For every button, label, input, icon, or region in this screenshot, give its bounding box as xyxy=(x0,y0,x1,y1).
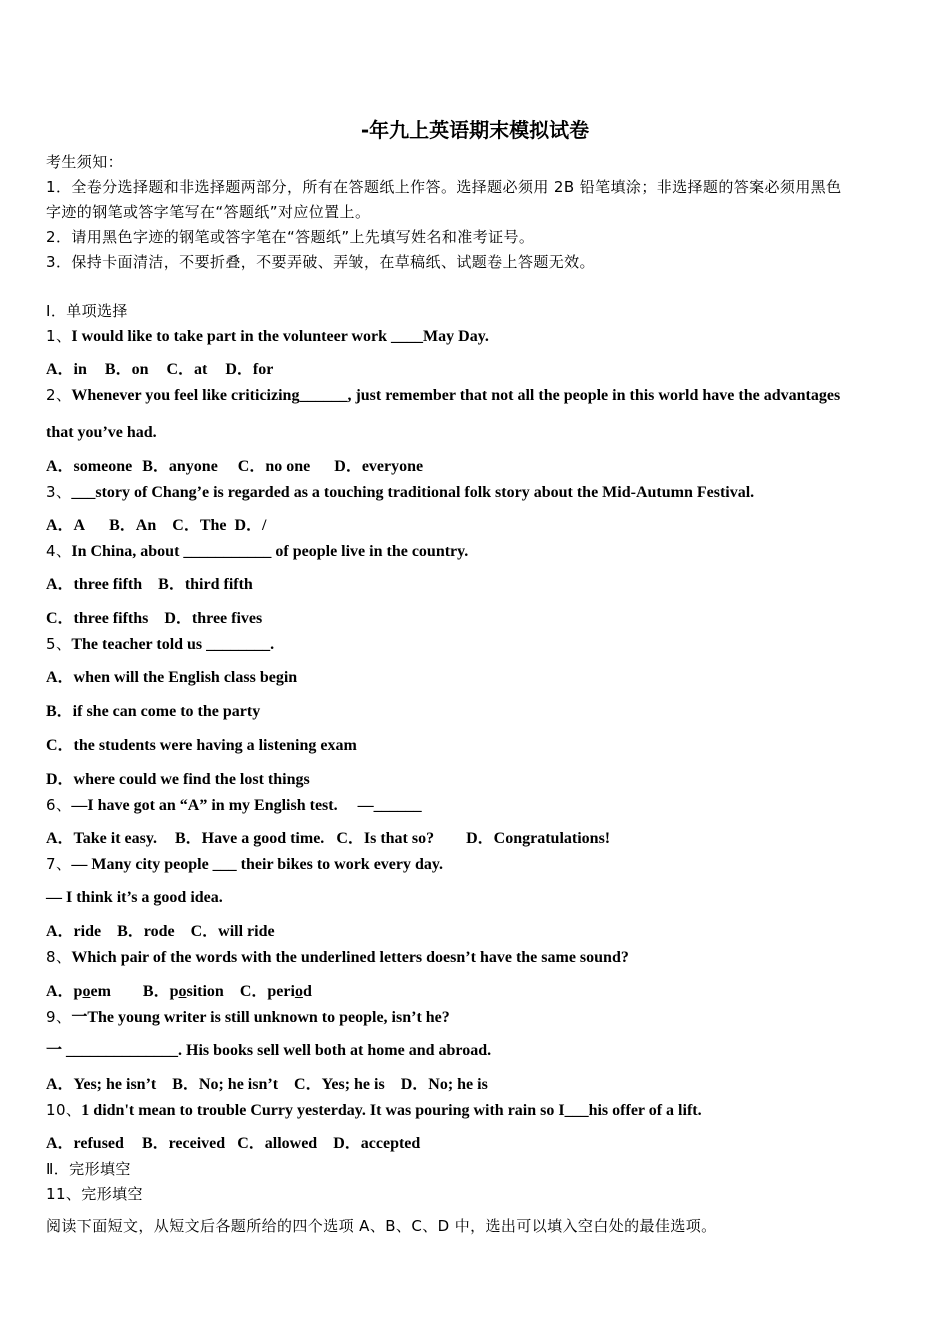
option-a: A．someone xyxy=(46,458,133,475)
question-text: Which pair of the words with the underlined letters doesn’t have the same sound? xyxy=(71,949,629,966)
question-6-stem xyxy=(46,795,422,816)
question-11-heading xyxy=(46,1184,143,1204)
option-d: D．everyone xyxy=(334,458,424,475)
option-a: A．Yes; he isn’t xyxy=(46,1076,157,1093)
option-c: C．The xyxy=(172,517,227,534)
section-heading-1: Ⅰ．单项选择 xyxy=(46,302,128,320)
option-a: A．A xyxy=(46,517,86,534)
question-4-stem xyxy=(46,541,468,562)
option-d: D．accepted xyxy=(333,1135,421,1152)
option-b: B．rode xyxy=(117,923,175,940)
notice-item-1a: 1．全卷分选择题和非选择题两部分，所有在答题纸上作答。选择题必须用 2B 铅笔填涂；非选择题的答案必须用黑色 xyxy=(46,178,842,196)
question-5-option-c: C．the students were having a listening exam xyxy=(46,737,357,754)
question-number: 2、 xyxy=(46,386,72,404)
question-text: — Many city people ___ their bikes to work every day. xyxy=(71,856,444,873)
option-b: B．on xyxy=(104,361,149,378)
question-4-options-row2 xyxy=(46,609,262,629)
question-number: 5、 xyxy=(46,635,72,653)
question-number: 7、 xyxy=(46,855,72,873)
question-6-options xyxy=(46,829,610,849)
reading-instruction: 阅读下面短文，从短文后各题所给的四个选项 A、B、C、D 中，选出可以填入空白处的最佳选项。 xyxy=(46,1217,717,1235)
option-a: A．poem xyxy=(46,983,111,1000)
question-5-option-d: D．where could we find the lost things xyxy=(46,771,310,788)
question-number: 11、 xyxy=(46,1185,82,1203)
option-a: A．ride xyxy=(46,923,102,940)
question-label: 完形填空 xyxy=(81,1185,143,1203)
option-b: B．anyone xyxy=(142,458,218,475)
question-9-stem xyxy=(46,1007,450,1028)
notice-item-1b: 字迹的钢笔或答字笔写在“答题纸”对应位置上。 xyxy=(46,203,371,221)
option-c: C．three fifths xyxy=(46,610,149,627)
question-3-stem xyxy=(46,482,754,503)
notice-heading: 考生须知： xyxy=(46,153,124,171)
question-text: In China, about ___________ of people live in the country. xyxy=(71,543,469,560)
question-text: 1 didn't mean to trouble Curry yesterday. It was pouring with rain so I___his offer of a lift. xyxy=(81,1102,702,1119)
option-c: C．Yes; he is xyxy=(294,1076,385,1093)
question-5-option-b: B．if she can come to the party xyxy=(46,703,261,720)
question-3-options xyxy=(46,516,267,536)
notice-item-2: 2．请用黑色字迹的钢笔或答字笔在“答题纸”上先填写姓名和准考证号。 xyxy=(46,228,535,246)
question-text: 一The young writer is still unknown to people, isn’t he? xyxy=(71,1009,450,1026)
question-2-options xyxy=(46,457,423,477)
option-a: A．three fifth xyxy=(46,576,143,593)
question-text: ___story of Chang’e is regarded as a touching traditional folk story about the Mid-Autumn Festival. xyxy=(71,484,755,501)
question-number: 6、 xyxy=(46,796,72,814)
question-text: —I have got an “A” in my English test. —______ xyxy=(71,797,422,814)
question-8-options xyxy=(46,982,312,1002)
option-d: D．No; he is xyxy=(400,1076,488,1093)
question-10-options xyxy=(46,1134,420,1154)
option-b: B．Have a good time. xyxy=(174,830,325,847)
question-text: The teacher told us ________. xyxy=(71,636,275,653)
question-number: 3、 xyxy=(46,483,72,501)
question-2-stem-cont: that you’ve had. xyxy=(46,424,157,441)
question-8-stem xyxy=(46,947,629,968)
notice-item-3: 3．保持卡面清洁，不要折叠，不要弄破、弄皱，在草稿纸、试题卷上答题无效。 xyxy=(46,253,595,271)
option-b: B．received xyxy=(141,1135,226,1152)
option-c: C．at xyxy=(166,361,208,378)
question-text: Whenever you feel like criticizing______, just remember that not all the people in this world have the advantages xyxy=(71,387,841,404)
question-10-stem xyxy=(46,1100,702,1121)
question-2-stem xyxy=(46,385,840,406)
option-d: D．Congratulations! xyxy=(466,830,611,847)
option-d: D．for xyxy=(225,361,274,378)
option-b: B．position xyxy=(142,983,224,1000)
question-number: 4、 xyxy=(46,542,72,560)
question-7-stem xyxy=(46,854,443,875)
option-b: B．third fifth xyxy=(158,576,253,593)
question-4-options-row1 xyxy=(46,575,253,595)
question-1-stem xyxy=(46,326,489,347)
question-7-options xyxy=(46,922,275,942)
question-5-stem xyxy=(46,634,274,655)
option-c: C．no one xyxy=(237,458,311,475)
question-number: 9、 xyxy=(46,1008,72,1026)
option-c: C．allowed xyxy=(237,1135,318,1152)
question-number: 1、 xyxy=(46,327,72,345)
option-d: D．/ xyxy=(234,517,267,534)
question-7-reply: — I think it’s a good idea. xyxy=(46,889,223,906)
option-c: C．period xyxy=(239,983,312,1000)
option-b: B．No; he isn’t xyxy=(172,1076,279,1093)
option-a: A．in xyxy=(46,361,87,378)
question-text: I would like to take part in the volunteer work ____May Day. xyxy=(71,328,489,345)
question-5-option-a: A．when will the English class begin xyxy=(46,669,298,686)
option-d: D．three fives xyxy=(164,610,263,627)
question-number: 10、 xyxy=(46,1101,82,1119)
page-title: -年九上英语期末模拟试卷 xyxy=(360,118,590,142)
option-a: A．refused xyxy=(46,1135,124,1152)
question-1-options xyxy=(46,360,273,380)
question-9-reply: 一 ______________. His books sell well both at home and abroad. xyxy=(46,1042,492,1059)
option-c: C．Is that so? xyxy=(336,830,435,847)
option-b: B．An xyxy=(109,517,157,534)
question-number: 8、 xyxy=(46,948,72,966)
question-9-options xyxy=(46,1075,488,1095)
section-heading-2: Ⅱ．完形填空 xyxy=(46,1160,131,1178)
option-c: C．will ride xyxy=(190,923,275,940)
option-a: A．Take it easy. xyxy=(46,830,157,847)
